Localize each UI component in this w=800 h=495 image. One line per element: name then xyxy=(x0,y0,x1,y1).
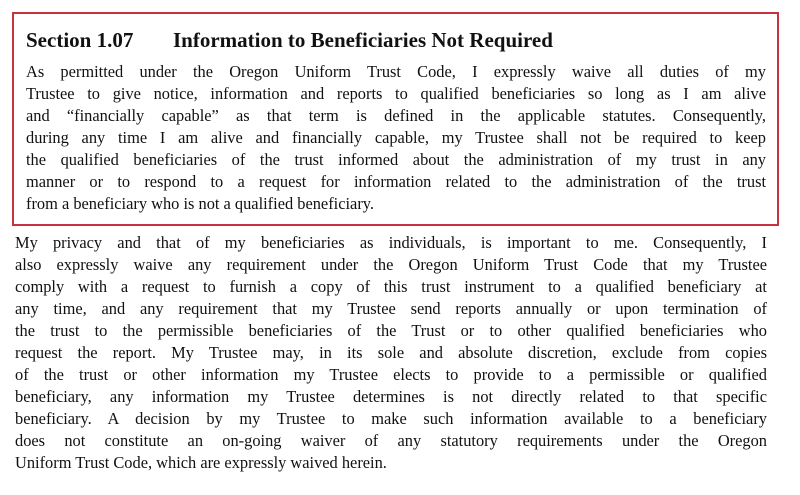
section-heading xyxy=(26,26,553,54)
section-line: manner or to respond to a request for information related to the administration of the trust xyxy=(26,172,766,191)
section-line: during any time I am alive and financially capable, my Trustee shall not be required to keep xyxy=(26,128,766,147)
body-line: request the report. My Trustee may, in its sole and absolute discretion, exclude from copies xyxy=(15,343,767,362)
section-line: and “financially capable” as that term is defined in the applicable statutes. Consequently, xyxy=(26,106,766,125)
section-line: the qualified beneficiaries of the trust informed about the administration of my trust in any xyxy=(26,150,766,169)
body-line: does not constitute an on-going waiver of any statutory requirements under the Oregon xyxy=(15,431,767,450)
body-line: of the trust or other information my Trustee elects to provide to a permissible or qualified xyxy=(15,365,767,384)
section-line: from a beneficiary who is not a qualified beneficiary. xyxy=(26,194,375,213)
section-line: Trustee to give notice, information and reports to qualified beneficiaries so long as I am alive xyxy=(26,84,766,103)
body-line: also expressly waive any requirement under the Oregon Uniform Trust Code that my Trustee xyxy=(15,255,767,274)
body-line: My privacy and that of my beneficiaries as individuals, is important to me. Consequently, I xyxy=(15,233,767,252)
body-line: Uniform Trust Code, which are expressly waived herein. xyxy=(15,453,387,472)
body-line: any time, and any requirement that my Trustee send reports annually or upon termination of xyxy=(15,299,767,318)
body-line: beneficiary, any information my Trustee determines is not directly related to that specific xyxy=(15,387,767,406)
body-line: comply with a request to furnish a copy of this trust instrument to a qualified beneficiary at xyxy=(15,277,767,296)
section-line: As permitted under the Oregon Uniform Trust Code, I expressly waive all duties of my xyxy=(26,62,766,81)
section-number: Section 1.07 xyxy=(26,28,134,52)
body-line: the trust to the permissible beneficiaries of the Trust or to other qualified beneficiaries who xyxy=(15,321,767,340)
body-line: beneficiary. A decision by my Trustee to make such information available to a beneficiary xyxy=(15,409,767,428)
section-title: Information to Beneficiaries Not Required xyxy=(173,28,553,52)
